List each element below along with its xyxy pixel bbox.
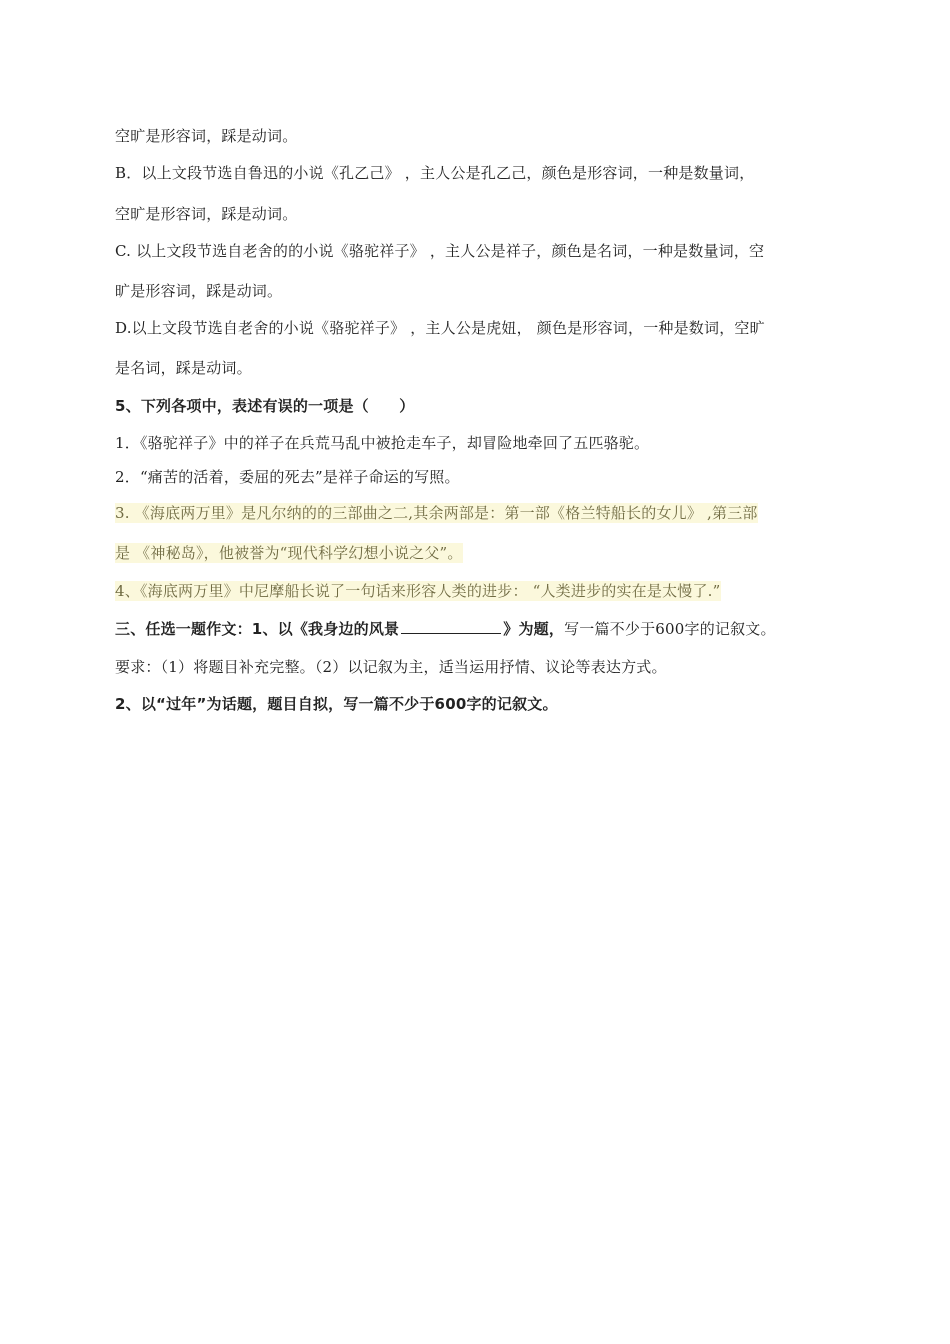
question-5-heading: 5、下列各项中，表述有误的一项是（ ） bbox=[115, 397, 415, 415]
essay-heading-bold-part-2: 》为题， bbox=[503, 620, 565, 638]
essay-section-heading bbox=[115, 619, 776, 639]
option-d-line-1: D.以上文段节选自老舍的小说《骆驼祥子》 ，主人公是虎妞， 颜色是形容词，一种是数词，空旷 bbox=[115, 319, 765, 337]
question-5-item-3-line-1: 3. 《海底两万里》是凡尔纳的的三部曲之二,其余两部是：第一部《格兰特船长的女儿》 ,第三部 bbox=[115, 504, 758, 522]
essay-topic-2: 2、以“过年”为话题，题目自拟，写一篇不少于600字的记叙文。 bbox=[115, 695, 558, 713]
option-d-line-2: 是名词，踩是动词。 bbox=[115, 359, 252, 377]
essay-heading-bold-part-1: 三、任选一题作文：1、以《我身边的风景 bbox=[115, 620, 400, 638]
title-blank-underline bbox=[401, 619, 501, 634]
option-b-line-1: B．以上文段节选自鲁迅的小说《孔乙己》 ，主人公是孔乙己，颜色是形容词，一种是数量词， bbox=[115, 164, 755, 182]
essay-requirements: 要求：（1）将题目补充完整。（2）以记叙为主，适当运用抒情、议论等表达方式。 bbox=[115, 658, 667, 676]
option-c-line-2: 旷是形容词，踩是动词。 bbox=[115, 282, 283, 300]
essay-heading-plain-part: 写一篇不少于600字的记叙文。 bbox=[564, 620, 776, 638]
question-5-item-4: 4、《海底两万里》中尼摩船长说了一句话来形容人类的进步： “人类进步的实在是太慢了.” bbox=[115, 582, 721, 600]
option-c-line-1: C. 以上文段节选自老舍的的小说《骆驼祥子》 ，主人公是祥子，颜色是名词，一种是数量词，空 bbox=[115, 242, 765, 260]
option-a-continuation: 空旷是形容词，踩是动词。 bbox=[115, 127, 298, 145]
question-5-item-2: 2．“痛苦的活着，委屈的死去”是祥子命运的写照。 bbox=[115, 468, 460, 486]
option-b-line-2: 空旷是形容词，踩是动词。 bbox=[115, 205, 298, 223]
question-5-item-1: 1．《骆驼祥子》中的祥子在兵荒马乱中被抢走车子，却冒险地牵回了五匹骆驼。 bbox=[115, 434, 650, 452]
question-5-item-3-line-2: 是 《神秘岛》，他被誉为“现代科学幻想小说之父”。 bbox=[115, 544, 463, 562]
